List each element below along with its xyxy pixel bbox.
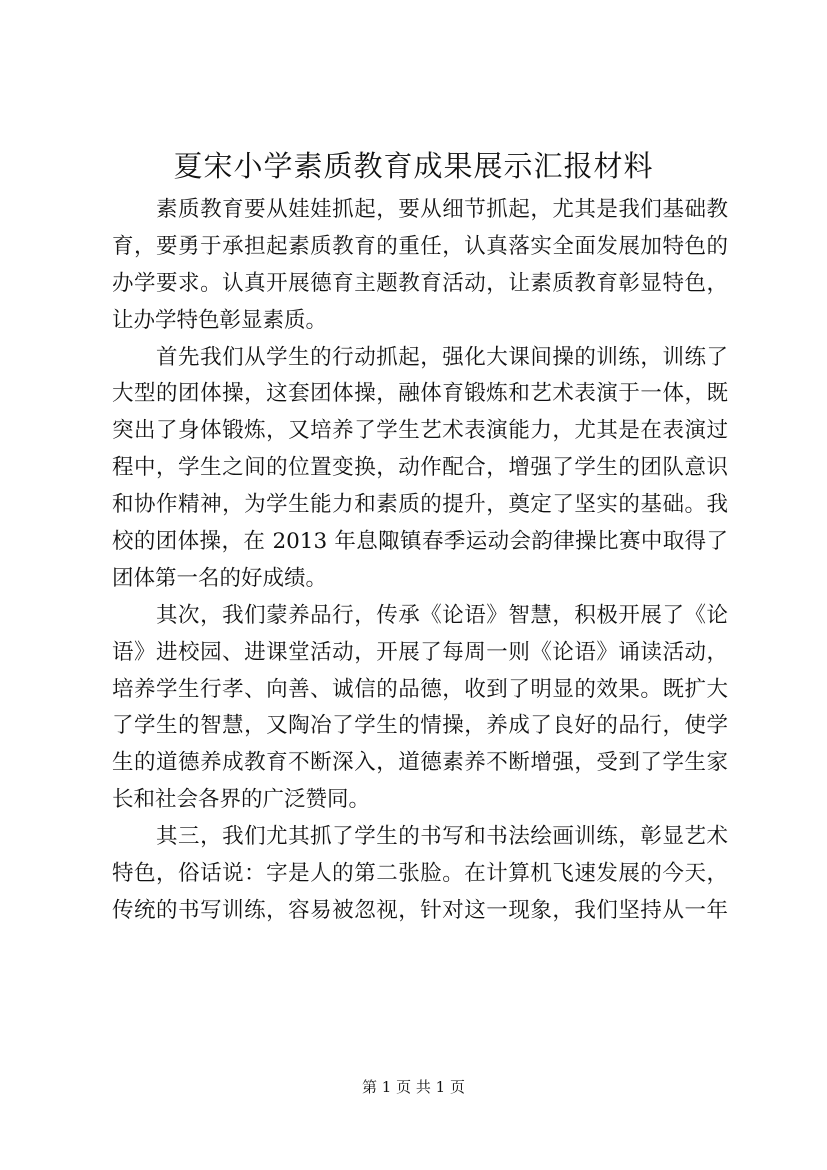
body-line: 育，要勇于承担起素质教育的重任，认真落实全面发展加特色的	[112, 233, 728, 259]
body-line: 和协作精神，为学生能力和素质的提升，奠定了坚实的基础。我	[112, 492, 728, 518]
page-footer: 第 1 页 共 1 页	[362, 1078, 465, 1096]
body-line: 程中，学生之间的位置变换，动作配合，增强了学生的团队意识	[112, 455, 728, 481]
document-body	[112, 192, 728, 930]
body-line: 办学要求。认真开展德育主题教育活动，让素质教育彰显特色，	[112, 270, 728, 296]
body-line: 传统的书写训练，容易被忽视，针对这一现象，我们坚持从一年	[112, 897, 728, 923]
body-line: 团体第一名的好成绩。	[112, 565, 328, 591]
body-line: 大型的团体操，这套团体操，融体育锻炼和艺术表演于一体，既	[112, 381, 728, 407]
body-line: 长和社会各界的广泛赞同。	[112, 787, 371, 813]
body-line: 培养学生行孝、向善、诚信的品德，收到了明显的效果。既扩大	[112, 676, 728, 702]
body-line: 突出了身体锻炼，又培养了学生艺术表演能力，尤其是在表演过	[112, 418, 728, 444]
body-line: 其三，我们尤其抓了学生的书写和书法绘画训练，彰显艺术	[112, 824, 728, 850]
body-line: 素质教育要从娃娃抓起，要从细节抓起，尤其是我们基础教	[112, 197, 728, 222]
body-line: 校的团体操，在 2013 年息陬镇春季运动会韵律操比赛中取得了	[112, 529, 728, 555]
body-line: 首先我们从学生的行动抓起，强化大课间操的训练，训练了	[112, 344, 728, 370]
body-line: 生的道德养成教育不断深入，道德素养不断增强，受到了学生家	[112, 750, 728, 776]
body-line: 了学生的智慧，又陶冶了学生的情操，养成了良好的品行，使学	[112, 713, 728, 739]
body-line: 让办学特色彰显素质。	[112, 307, 328, 333]
body-line: 语》进校园、进课堂活动，开展了每周一则《论语》诵读活动，	[112, 639, 728, 665]
body-line: 其次，我们蒙养品行，传承《论语》智慧，积极开展了《论	[112, 602, 728, 628]
document-title: 夏宋小学素质教育成果展示汇报材料	[173, 149, 654, 183]
body-line: 特色，俗话说：字是人的第二张脸。在计算机飞速发展的今天，	[112, 861, 728, 887]
